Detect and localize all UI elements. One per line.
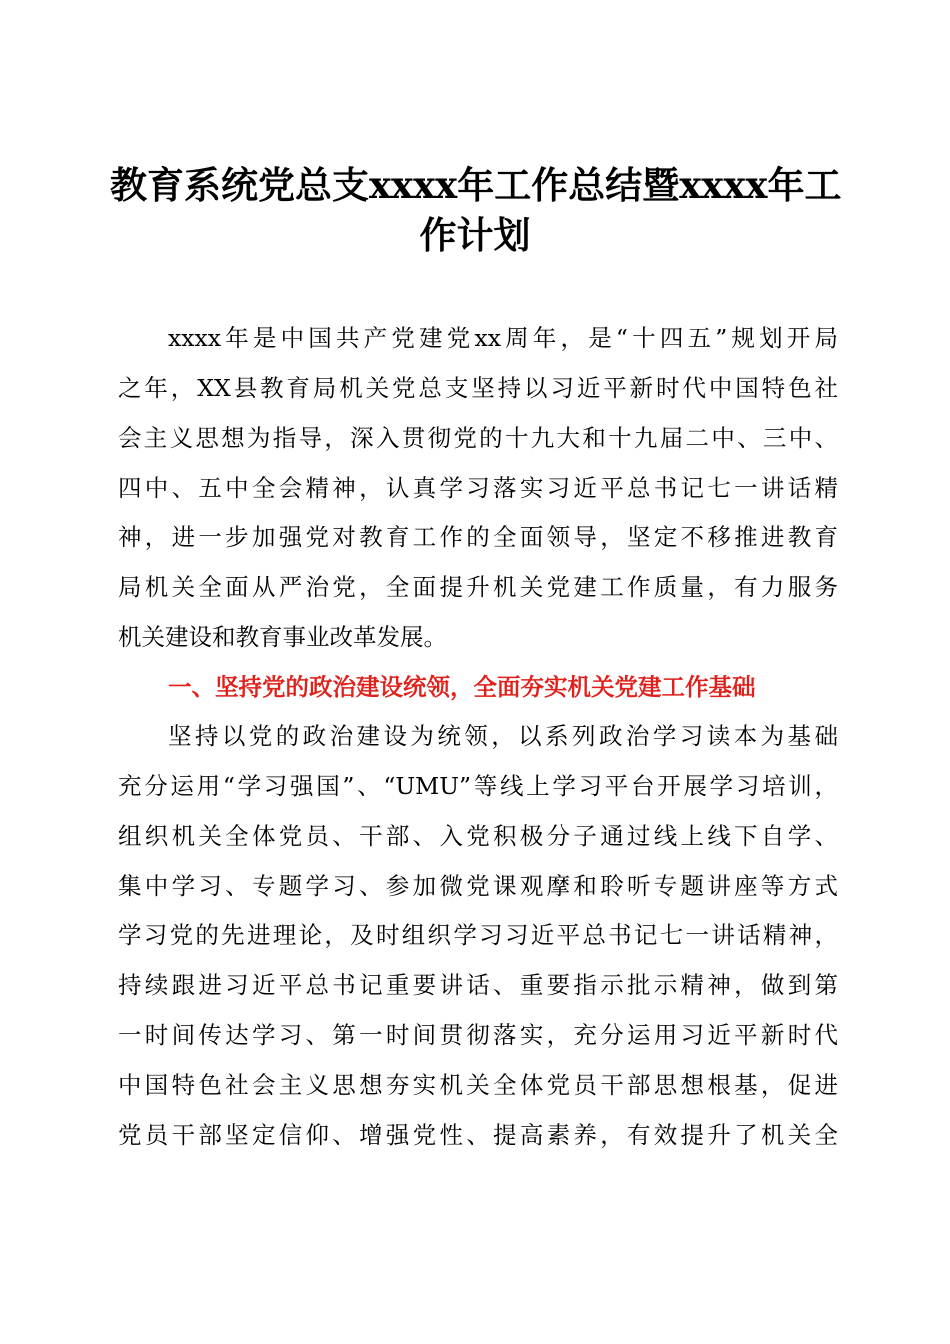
intro-paragraph-line: 四中、五中全会精神，认真学习落实习近平总书记七一讲话精 <box>118 474 838 502</box>
section-1-paragraph-line: 一时间传达学习、第一时间贯彻落实，充分运用习近平新时代 <box>118 1021 838 1049</box>
section-1-paragraph-line: 坚持以党的政治建设为统领，以系列政治学习读本为基础 <box>168 722 838 750</box>
intro-paragraph-line: 会主义思想为指导，深入贯彻党的十九大和十九届二中、三中、 <box>118 424 838 452</box>
section-1-paragraph-line: 集中学习、专题学习、参加微党课观摩和聆听专题讲座等方式 <box>118 872 838 900</box>
section-1-paragraph-line: 党员干部坚定信仰、增强党性、提高素养，有效提升了机关全 <box>118 1121 838 1149</box>
document-title-line-1: 教育系统党总支xxxx年工作总结暨xxxx年工 <box>110 163 842 207</box>
section-1-heading: 一、坚持党的政治建设统领，全面夯实机关党建工作基础 <box>168 673 756 701</box>
intro-paragraph-line: 之年，XX县教育局机关党总支坚持以习近平新时代中国特色社 <box>118 374 838 402</box>
section-1-paragraph-line: 充分运用“学习强国”、“UMU”等线上学习平台开展学习培训， <box>118 772 838 800</box>
section-1-paragraph-line: 组织机关全体党员、干部、入党积极分子通过线上线下自学、 <box>118 822 838 850</box>
section-1-paragraph-line: 中国特色社会主义思想夯实机关全体党员干部思想根基，促进 <box>118 1071 838 1099</box>
intro-paragraph-line: xxxx年是中国共产党建党xx周年，是“十四五”规划开局 <box>168 324 838 352</box>
document-title-line-2: 作计划 <box>419 213 531 257</box>
section-1-paragraph-line: 学习党的先进理论，及时组织学习习近平总书记七一讲话精神， <box>118 921 838 949</box>
intro-paragraph-line: 局机关全面从严治党，全面提升机关党建工作质量，有力服务 <box>118 573 838 601</box>
intro-paragraph-line: 神，进一步加强党对教育工作的全面领导，坚定不移推进教育 <box>118 523 838 551</box>
intro-paragraph-line: 机关建设和教育事业改革发展。 <box>118 623 447 651</box>
section-1-paragraph-line: 持续跟进习近平总书记重要讲话、重要指示批示精神，做到第 <box>118 971 838 999</box>
